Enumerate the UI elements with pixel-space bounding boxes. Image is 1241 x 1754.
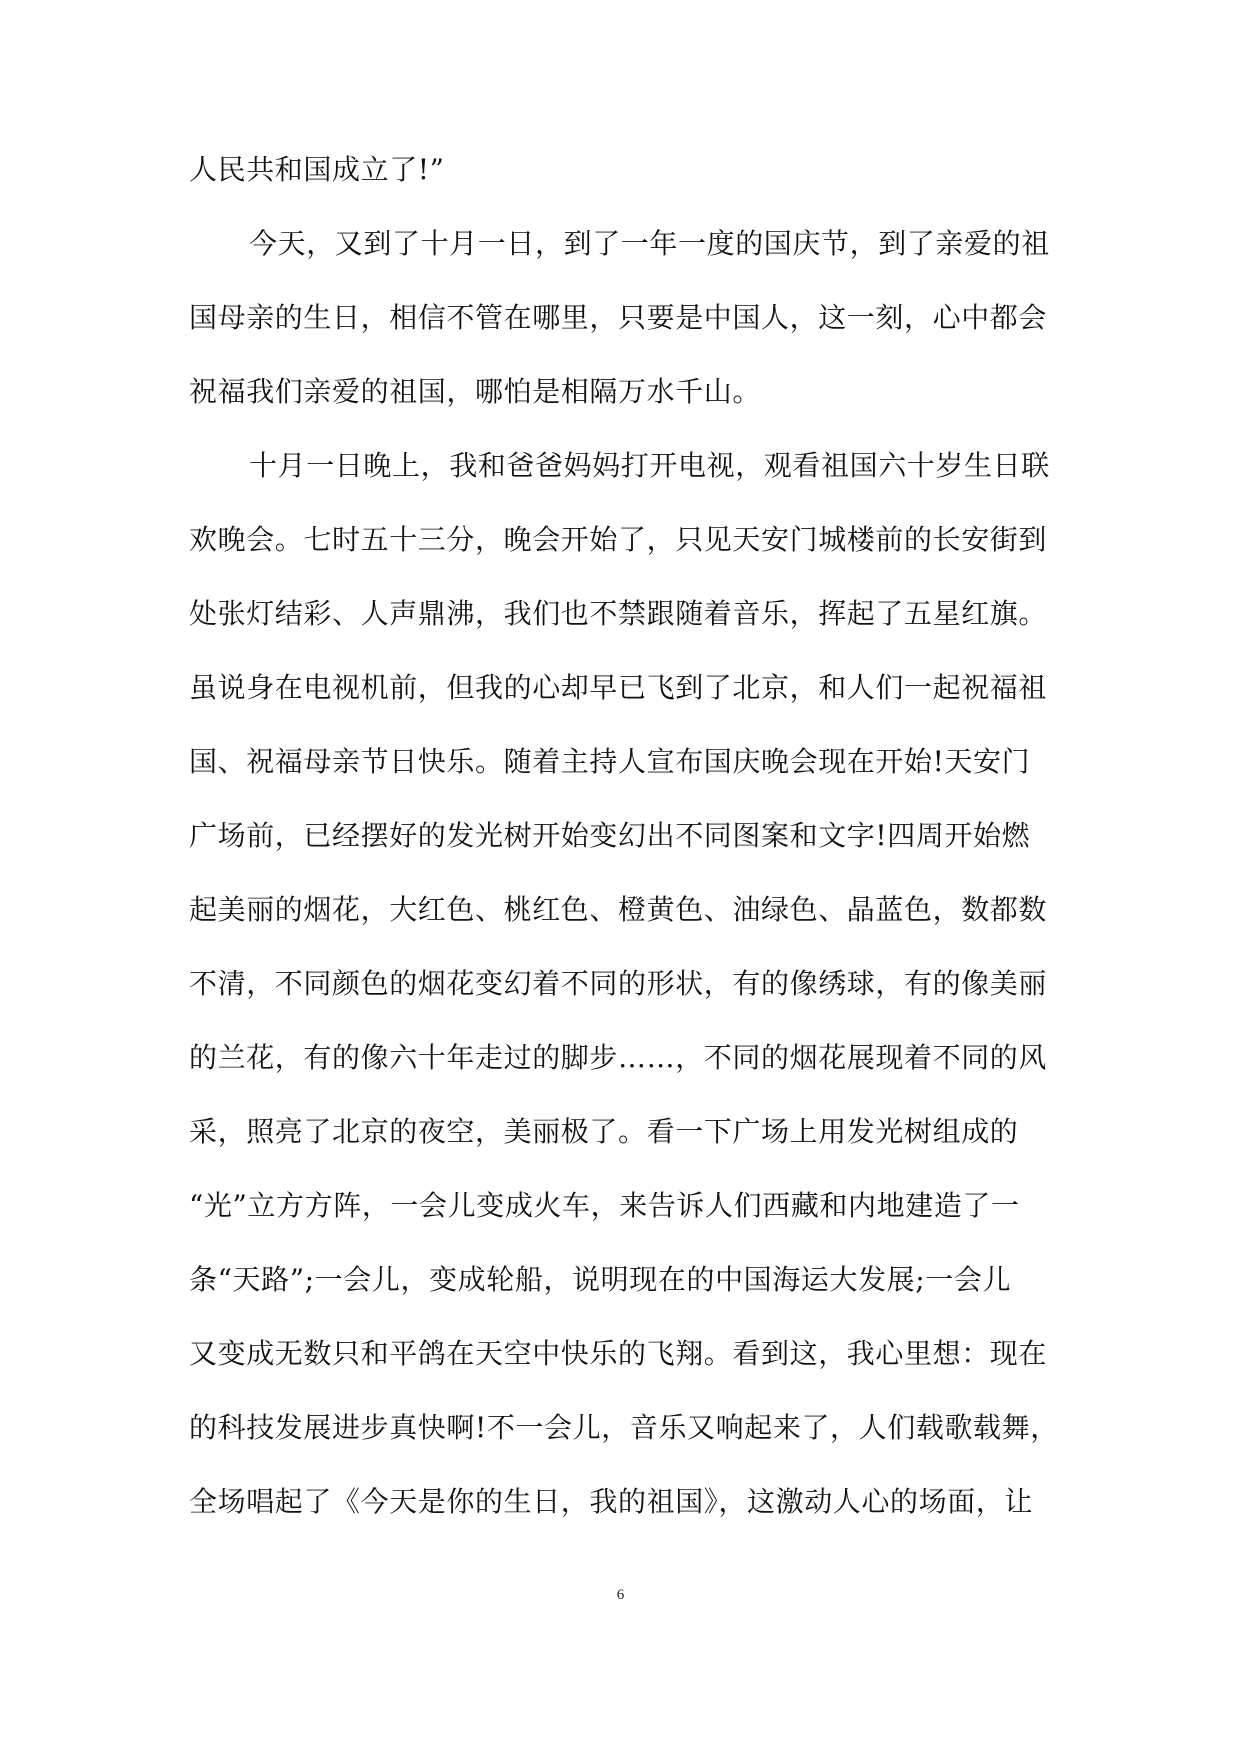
text-line: 起美丽的烟花，大红色、桃红色、橙黄色、油绿色、晶蓝色，数都数 — [189, 893, 1048, 926]
text-line: “光”立方方阵，一会儿变成火车，来告诉人们西藏和内地建造了一 — [189, 1189, 1020, 1222]
text-line: 条“天路”;一会儿，变成轮船，说明现在的中国海运大发展;一会儿 — [189, 1263, 1012, 1296]
text-line: 全场唱起了《今天是你的生日，我的祖国》，这激动人心的场面，让 — [189, 1485, 1034, 1518]
text-line: 的兰花，有的像六十年走过的脚步……，不同的烟花展现着不同的风 — [189, 1041, 1048, 1074]
paragraph-first-line: 十月一日晚上，我和爸爸妈妈打开电视，观看祖国六十岁生日联 — [249, 449, 1050, 482]
text-line: 虽说身在电视机前，但我的心却早已飞到了北京，和人们一起祝福祖 — [189, 671, 1048, 704]
text-line: 人民共和国成立了!” — [189, 153, 445, 186]
page-number: 6 — [616, 1587, 625, 1603]
text-line: 处张灯结彩、人声鼎沸，我们也不禁跟随着音乐，挥起了五星红旗。 — [189, 597, 1048, 630]
text-line: 又变成无数只和平鸽在天空中快乐的飞翔。看到这，我心里想：现在 — [189, 1337, 1048, 1370]
text-line: 广场前，已经摆好的发光树开始变幻出不同图案和文字!四周开始燃 — [189, 819, 1031, 852]
text-line: 国母亲的生日，相信不管在哪里，只要是中国人，这一刻，心中都会 — [189, 301, 1048, 334]
text-line: 采，照亮了北京的夜空，美丽极了。看一下广场上用发光树组成的 — [189, 1115, 1019, 1148]
text-line: 祝福我们亲爱的祖国，哪怕是相隔万水千山。 — [189, 375, 762, 408]
document-body — [189, 133, 1069, 1539]
text-line: 的科技发展进步真快啊!不一会儿，音乐又响起来了，人们载歌载舞， — [189, 1411, 1059, 1444]
text-line: 欢晚会。七时五十三分，晚会开始了，只见天安门城楼前的长安街到 — [189, 523, 1048, 556]
text-line: 不清，不同颜色的烟花变幻着不同的形状，有的像绣球，有的像美丽 — [189, 967, 1048, 1000]
paragraph-first-line: 今天，又到了十月一日，到了一年一度的国庆节，到了亲爱的祖 — [249, 227, 1050, 260]
text-line: 国、祝福母亲节日快乐。随着主持人宣布国庆晚会现在开始!天安门 — [189, 745, 1031, 778]
